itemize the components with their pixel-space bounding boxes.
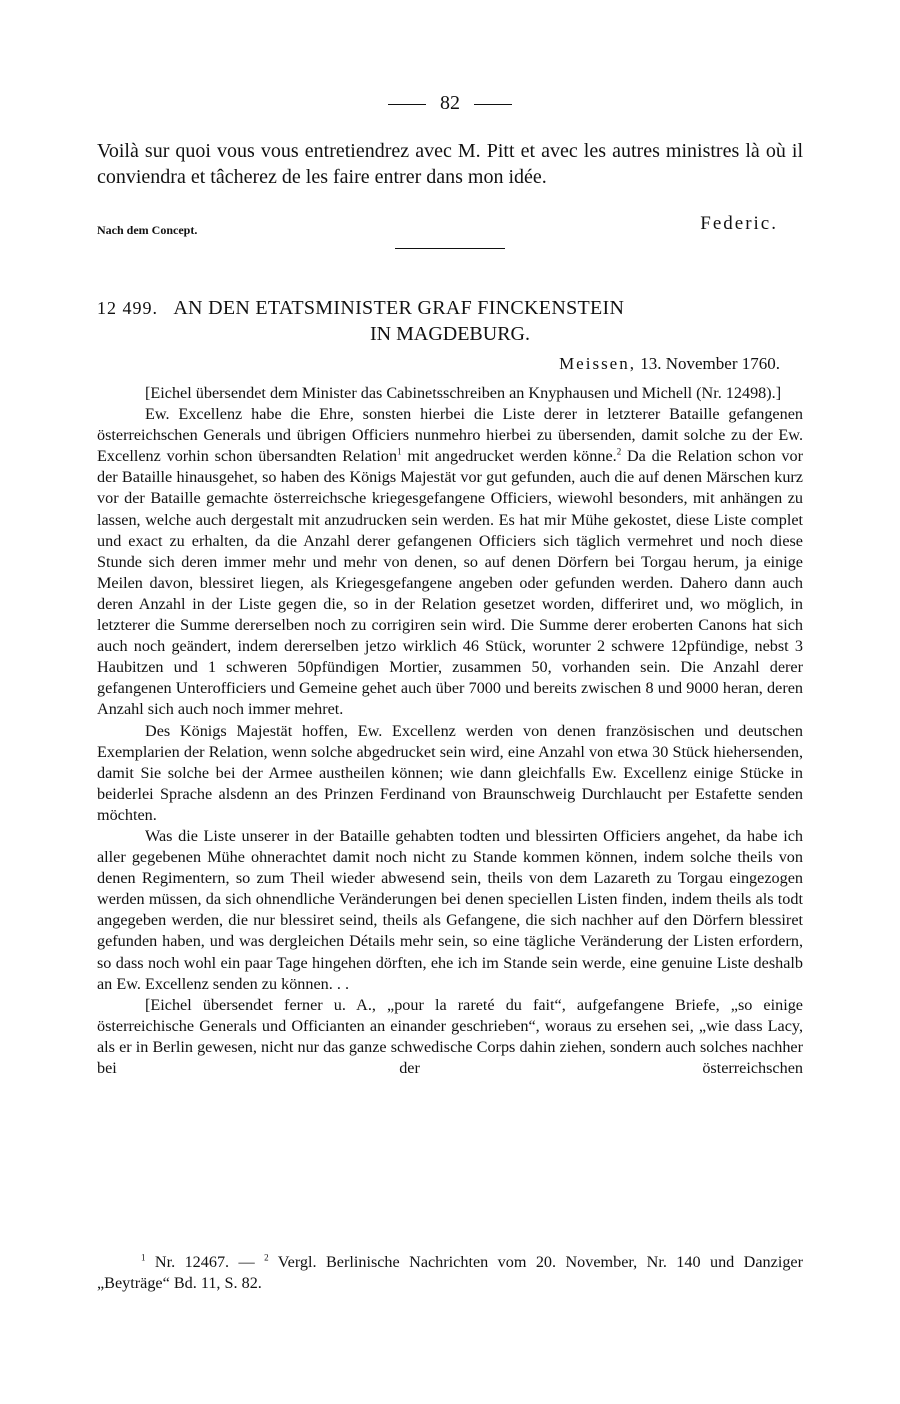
footnote-ref-1: 1 <box>397 446 402 457</box>
editorial-note-2: [Eichel übersendet ferner u. A., „pour la rareté du fait“, aufgefangene Briefe, „so einige österreichische Generals und Officianten an einander geschrieben“, woraus zu ersehen sei, „wie dass Lacy, als er in Berlin gewesen, nicht nur das ganze schwedische Corps dahin ziehen, sondern auch solches nachher bei der österreichschen <box>97 995 803 1077</box>
body-paragraph-1-part-c: Da die Relation schon vor der Bataille hinausgehet, so haben des Königs Majestät vor gut gefunden, auch die auf denen Märschen kurz vor der Bataille gemachte österreichsche kriegesgefangene Officiers, wiewohl besonders, mit anhängen zu lassen, welche auch dergestalt mit anzudrucken sein werden. Es hat mir Mühe gekostet, diese Liste complet und exact zu erhalten, da die Anzahl derer gefangenen Officiers sich täglich vermehret und noch diese Stunde sich deren immer mehr und mehr von denen, so auf denen Dörfern bei Torgau herum, ja einige Meilen davon, blessiret liegen, als Kriegesgefangene angeben oder gefunden werden. Dahero dann auch deren Anzahl in der Liste gegen die, so in der Relation gesetzet worden, differiret und, wo möglich, in letzterer die Summe dererselben noch zu corrigiren sein wird. Die Summe derer eroberten Canons hat sich auch noch geändert, indem dererselben jetzo wirklich 46 Stück, worunter 2 schwere 12pfündige, nebst 3 Haubitzen und 1 schweren 50pfündigen Mortier, zusammen 50, vorhanden sein. Die Anzahl derer gefangenen Unterofficiers und Gemeine gehet auch über 7000 und bereits zwischen 8 und 9000 heran, deren Anzahl sich auch noch immer mehret. <box>97 447 803 719</box>
letter-number: 12 499. <box>97 298 158 318</box>
editorial-note-1: [Eichel übersendet dem Minister das Cabinetsschreiben an Knyphausen und Michell (Nr. 12498).] <box>145 384 782 402</box>
signature: Federic. <box>700 213 778 234</box>
footnote-ref-2: 2 <box>616 446 622 457</box>
page-number-text: 82 <box>440 92 460 114</box>
footnotes <box>97 1252 803 1294</box>
letter-title-line2: IN MAGDEBURG. <box>370 323 530 345</box>
body-paragraph-2: Des Königs Majestät hoffen, Ew. Excellenz werden von denen französischen und deutschen Exemplarien der Relation, wenn solche abgedrucket sein wird, eine Anzahl von etwa 30 Stück hiehersenden, damit Sie solche bei der Armee austheilen können; wie dann gleichfalls Ew. Excellenz einige Stücke in beiderlei Sprache alsdenn an des Prinzen Ferdinand von Braunschweig Durchlaucht per Estafette senden möchten. <box>97 721 803 824</box>
letter-title-line1: AN DEN ETATSMINISTER GRAF FINCKENSTEIN <box>173 297 625 319</box>
footnote-1-mark: 1 <box>141 1252 146 1263</box>
body-paragraph-1 <box>97 404 803 720</box>
footnote-2-mark: 2 <box>264 1252 269 1263</box>
source-note: Nach dem Concept. <box>97 223 198 237</box>
section-divider <box>395 248 505 249</box>
page-number-dash-left <box>388 104 426 105</box>
dateline-date: 13. November 1760. <box>640 354 780 373</box>
body-paragraph-1-part-a: Ew. Excellenz habe die Ehre, sonsten hierbei die Liste derer in letzterer Bataille gefangenen österreichschen Generals und übrigen Officiers nunmehro hierbei zu übersenden, damit solche zu der Ew. Excellenz vorhin schon übersandten Relation <box>97 405 803 466</box>
letter-heading <box>97 295 803 321</box>
body-paragraph-3: Was die Liste unserer in der Bataille gehabten todten und blessirten Officiers angehet, da habe ich aller gegebenen Mühe ohnerachtet damit noch nicht zu Stande kommen können, indem solche theils von denen Regimentern, so zum Theil wieder abwesend sein, theils von dem Lazareth zu Torgau eingezogen werden müssen, da sich ohnendliche Veränderungen bei denen speciellen Listen finden, indem theils als todt angegeben werden, die nur blessiret seind, theils als Gefangene, die sich nachher auf den Dörfern blessiret gefunden haben, und was dergleichen Détails mehr sein, so eine tägliche Veränderung der Listen erfordern, so dass noch wohl ein paar Tage hingehen dörften, ehe ich im Stande sein werde, eine genuine Liste deshalb an Ew. Excellenz senden zu können. . . <box>97 826 803 993</box>
letter-body <box>97 383 803 1079</box>
footnote-1-text: Nr. 12467. — <box>145 1253 265 1271</box>
dateline-place: Meissen, <box>559 354 636 373</box>
dateline <box>559 354 780 374</box>
page-number-dash-right <box>474 104 512 105</box>
page-number <box>0 90 900 116</box>
footnote-2-text: Vergl. Berlinische Nachrichten vom 20. November, Nr. 140 und Danziger „Beyträge“ Bd. 11, S. 82. <box>97 1253 803 1292</box>
intro-paragraph: Voilà sur quoi vous vous entretiendrez avec M. Pitt et avec les autres ministres là où il conviendra et tâcherez de les faire entrer dans mon idée. <box>97 140 803 188</box>
body-paragraph-1-part-b: mit angedrucket werden könne. <box>401 447 617 466</box>
